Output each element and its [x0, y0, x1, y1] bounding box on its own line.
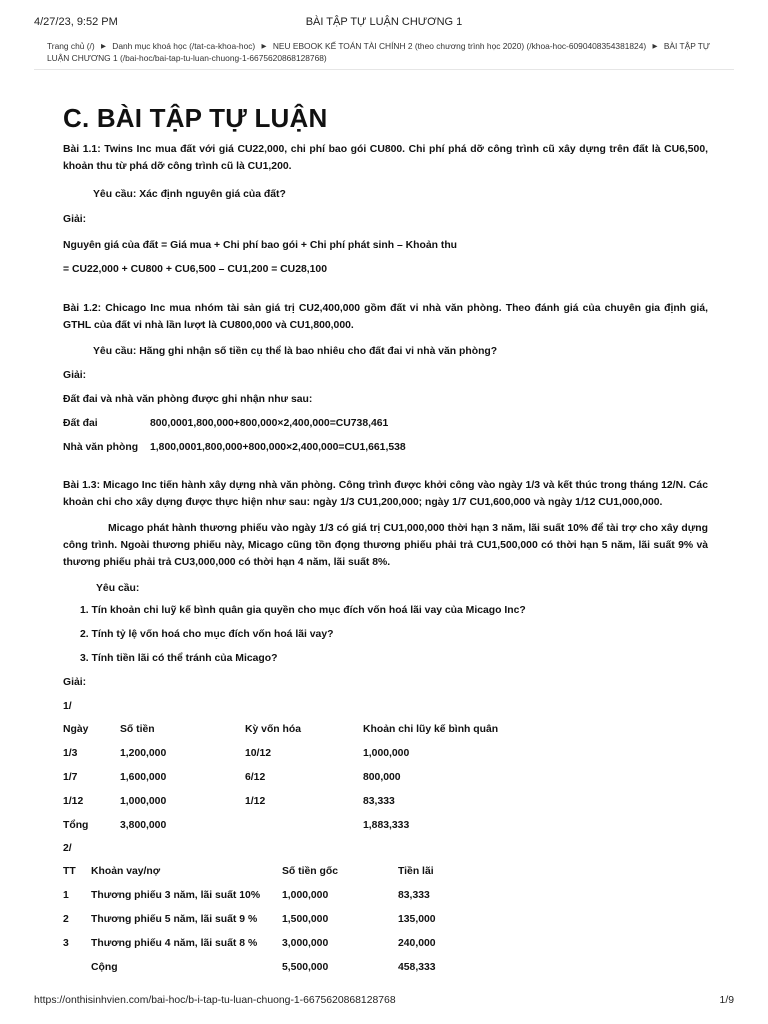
table-row [63, 911, 708, 928]
table-cell: Thương phiếu 5 năm, lãi suất 9 % [91, 914, 258, 925]
formula-line: = CU22,000 + CU800 + CU6,500 – CU1,200 = CU28,100 [63, 264, 327, 275]
lesson-content [63, 102, 708, 976]
table-cell: 1,000,000 [120, 796, 167, 807]
table-cell: 1/12 [245, 796, 266, 807]
column-header: Khoản chi lũy kế bình quân [363, 724, 499, 735]
table-row [63, 935, 708, 952]
print-title: BÀI TẬP TỰ LUẬN CHƯƠNG 1 [305, 16, 463, 28]
chevron-right-icon: ▶ [652, 43, 658, 50]
table-row [63, 769, 708, 786]
question-item: 1. Tín khoản chi luỹ kế bình quân gia quyền cho mục đích vốn hoá lãi vay của Micago Inc? [80, 605, 526, 616]
solution-label: Giải: [63, 370, 87, 381]
table-total-row [63, 817, 708, 834]
loan-table [63, 863, 708, 976]
table-cell: 1 [63, 890, 69, 901]
allocation-formula: 1,800,0001,800,000+800,000×2,400,000=CU1,661,538 [150, 442, 406, 453]
problem-1-1-requirement: Yêu cầu: Xác định nguyên giá của đất? [93, 189, 286, 200]
table-cell: 10/12 [245, 748, 272, 759]
table-cell: 458,333 [398, 962, 436, 973]
table-cell: 6/12 [245, 772, 266, 783]
table-cell: 3,000,000 [282, 938, 329, 949]
allocation-label: Đất đai [63, 418, 98, 429]
chevron-right-icon: ▶ [261, 43, 267, 50]
table-cell: 1,200,000 [120, 748, 167, 759]
table-cell: Tổng [63, 820, 89, 831]
column-header: TT [63, 866, 76, 877]
table-cell: 1,500,000 [282, 914, 329, 925]
table-cell: 135,000 [398, 914, 436, 925]
page-title: C. BÀI TẬP TỰ LUẬN [63, 103, 328, 133]
breadcrumb [47, 41, 728, 64]
table-cell: Thương phiếu 3 năm, lãi suất 10% [91, 890, 261, 901]
table-cell: 3,800,000 [120, 820, 167, 831]
table-cell: 5,500,000 [282, 962, 329, 973]
table-cell: 1,883,333 [363, 820, 410, 831]
table-cell: 83,333 [398, 890, 430, 901]
question-item: 2. Tính tỷ lệ vốn hoá cho mục đích vốn hoá lãi vay? [80, 629, 334, 640]
expenditure-table [63, 721, 708, 834]
problem-1-1-text: Bài 1.1: Twins Inc mua đất với giá CU22,000, chi phí bao gói CU800. Chi phí phá dỡ công trình cũ xây dựng trên đất là CU6,500, khoản thu từ phá dỡ công trình cũ là CU1,200. [63, 144, 708, 172]
column-header: Ngày [63, 724, 89, 735]
allocation-formula: 800,0001,800,000+800,000×2,400,000=CU738,461 [150, 418, 389, 429]
table-header-row [63, 863, 708, 880]
breadcrumb-link-courses[interactable]: Danh mục khoá học (/tat-ca-khoa-hoc) [112, 41, 256, 51]
allocation-row [63, 439, 708, 456]
part-label: 2/ [63, 843, 72, 854]
problem-1-2-text: Bài 1.2: Chicago Inc mua nhóm tài sản giá trị CU2,400,000 gồm đất vi nhà văn phòng. Theo đánh giá của chuyên gia định giá, GTHL của đất vi nhà lần lượt là CU800,000 và CU1,800,000. [63, 303, 708, 331]
table-cell: 1,600,000 [120, 772, 167, 783]
part-label: 1/ [63, 701, 72, 712]
allocation-row [63, 415, 708, 432]
formula-line: Nguyên giá của đất = Giá mua + Chi phí bao gói + Chi phí phát sinh – Khoản thu [63, 240, 458, 251]
problem-1-3-requirement: Yêu cầu: [96, 583, 140, 594]
table-cell: 83,333 [363, 796, 395, 807]
table-cell: 1/12 [63, 796, 84, 807]
chevron-right-icon: ▶ [100, 43, 106, 50]
solution-label: Giải: [63, 677, 87, 688]
table-header-row [63, 721, 708, 738]
table-cell: 2 [63, 914, 69, 925]
table-cell: 1/3 [63, 748, 78, 759]
table-cell: 1,000,000 [363, 748, 410, 759]
solution-intro: Đất đai và nhà văn phòng được ghi nhận như sau: [63, 394, 313, 405]
breadcrumb-link-home[interactable]: Trang chủ (/) [47, 41, 95, 51]
column-header: Số tiền gốc [282, 866, 338, 877]
table-cell: Thương phiếu 4 năm, lãi suất 8 % [91, 938, 258, 949]
table-cell: 3 [63, 938, 69, 949]
table-cell: 1,000,000 [282, 890, 329, 901]
solution-label: Giải: [63, 214, 87, 225]
table-cell: Cộng [91, 962, 118, 973]
problem-1-3-details: Micago phát hành thương phiếu vào ngày 1/3 có giá trị CU1,000,000 thời hạn 3 năm, lãi suất 10% để tài trợ cho xây dựng công trình. Ngoài thương phiếu này, Micago cũng tồn đọng thương phiếu phải trả CU1,500,000 có thời hạn 5 năm, lãi suất 9% và thương phiếu phải trả CU3,000,000 có thời hạn 4 năm, lãi suất 8%. [63, 523, 708, 568]
column-header: Kỳ vốn hóa [245, 724, 302, 735]
table-cell: 240,000 [398, 938, 436, 949]
table-row [63, 793, 708, 810]
column-header: Tiền lãi [398, 866, 434, 877]
print-date: 4/27/23, 9:52 PM [34, 16, 118, 28]
question-list [63, 602, 708, 667]
table-row [63, 745, 708, 762]
allocation-label: Nhà văn phòng [63, 442, 139, 453]
question-item: 3. Tính tiền lãi có thể tránh của Micago? [80, 653, 278, 664]
page-url: https://onthisinhvien.com/bai-hoc/b-i-tap-tu-luan-chuong-1-6675620868128768 [34, 995, 396, 1006]
divider [34, 69, 734, 70]
problem-1-3-text: Bài 1.3: Micago Inc tiến hành xây dựng nhà văn phòng. Công trình được khởi công vào ngày 1/3 và kết thúc trong tháng 12/N. Các khoản chi cho xây dựng được thực hiện như sau: ngày 1/3 CU1,200,000; ngày 1/7 CU1,600,000 và ngày 1/12 CU1,000,000. [63, 480, 708, 508]
table-total-row [63, 959, 708, 976]
breadcrumb-link-course[interactable]: NEU EBOOK KẾ TOÁN TÀI CHÍNH 2 (theo chương trình học 2020) (/khoa-hoc-6090408354381824) [272, 41, 647, 51]
column-header: Số tiền [120, 724, 155, 735]
breadcrumb-link-lesson[interactable]: BÀI TẬP TỰ LUẬN CHƯƠNG 1 (/bai-hoc/bai-tap-tu-luan-chuong-1-6675620868128768) [47, 41, 711, 63]
table-cell: 800,000 [363, 772, 401, 783]
table-cell: 1/7 [63, 772, 78, 783]
column-header: Khoản vay/nợ [91, 866, 161, 877]
page-number: 1/9 [719, 995, 734, 1006]
problem-1-2-requirement: Yêu cầu: Hãng ghi nhận số tiền cụ thể là bao nhiêu cho đất đai vi nhà văn phòng? [93, 346, 498, 357]
table-row [63, 887, 708, 904]
